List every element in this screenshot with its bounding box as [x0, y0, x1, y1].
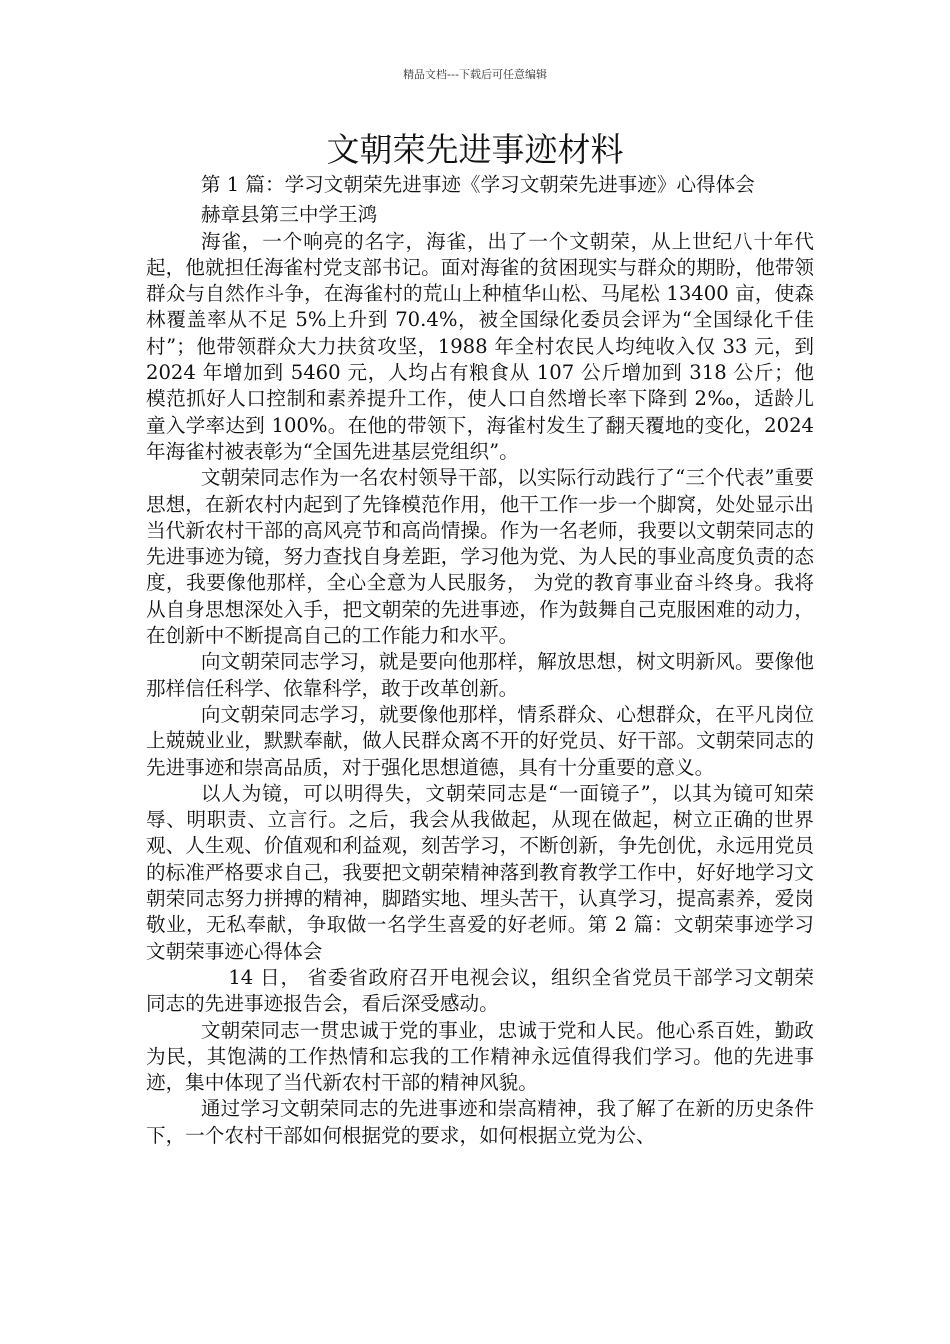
- paragraph-section-heading-1: 第 1 篇：学习文朝荣先进事迹《学习文朝荣先进事迹》心得体会: [200, 173, 755, 196]
- paragraph: 文朝荣同志一贯忠诚于党的事业，忠诚于党和人民。他心系百姓，勤政为民，其饱满的工作热情和忘我的工作精神永远值得我们学习。他的先进事迹，集中体现了当代新农村干部的精神风貌。: [146, 1018, 814, 1095]
- document-title: 文朝荣先进事迹材料: [326, 130, 624, 169]
- paragraph: 文朝荣同志作为一名农村领导干部，以实际行动践行了“三个代表”重要思想，在新农村内起到了先锋模范作用，他干工作一步一个脚窝，处处显示出当代新农村干部的高风亮节和高尚情操。作为一名老师，我要以文朝荣同志的先进事迹为镜，努力查找自身差距，学习他为党、为人民的事业高度负责的态度，我要像他那样，全心全意为人民服务， 为党的教育事业奋斗终身。我将从自身思想深处入手，把文朝荣的先进事迹，作为鼓舞自己克服困难的动力，在创新中不断提高自己的工作能力和水平。: [146, 466, 814, 648]
- page-header-note: 精品文档---下载后可任意编辑: [403, 68, 547, 81]
- paragraph: 14 日， 省委省政府召开电视会议，组织全省党员干部学习文朝荣同志的先进事迹报告会，看后深受感动。: [146, 965, 814, 1016]
- paragraph-author: 赫章县第三中学王鸿: [200, 203, 378, 227]
- paragraph: 向文朝荣同志学习，就是要向他那样，解放思想，树文明新风。要像他那样信任科学、依靠科学，敢于改革创新。: [146, 650, 814, 700]
- paragraph: 向文朝荣同志学习，就要像他那样，情系群众、心想群众，在平凡岗位上兢兢业业，默默奉献，做人民群众离不开的好党员、好干部。文朝荣同志的先进事迹和崇高品质，对于强化思想道德，具有十分重要的意义。: [146, 702, 814, 779]
- paragraph: 通过学习文朝荣同志的先进事迹和崇高精神，我了解了在新的历史条件下，一个农村干部如何根据党的要求，如何根据立党为公、: [146, 1097, 814, 1147]
- document-body: [146, 172, 814, 1149]
- paragraph: 海雀，一个响亮的名字，海雀，出了一个文朝荣，从上世纪八十年代起，他就担任海雀村党支部书记。面对海雀的贫困现实与群众的期盼，他带领群众与自然作斗争，在海雀村的荒山上种植华山松、马尾松 13400 亩，使森林覆盖率从不足 5%上升到 70.4%，被全国绿化委员会评为“全国绿化千佳村”；他带领群众大力扶贫攻坚，1988 年全村农民人均纯收入仅 33 元，到 2024 年增加到 5460 元，人均占有粮食从 107 公斤增加到 318 公斤；他模范抓好人口控制和素养提升工作，使人口自然增长率下降到 2‰，适龄儿童入学率达到 100%。在他的带领下，海雀村发生了翻天覆地的变化，2024 年海雀村被表彰为“全国先进基层党组织”。: [146, 229, 814, 463]
- paragraph: 以人为镜，可以明得失，文朝荣同志是“一面镜子”，以其为镜可知荣辱、明职责、立言行。之后，我会从我做起，从现在做起，树立正确的世界观、人生观、价值观和利益观，刻苦学习，不断创新，争先创优，永远用党员的标准严格要求自己，我要把文朝荣精神落到教育教学工作中，好好地学习文朝荣同志努力拼搏的精神，脚踏实地、埋头苦干，认真学习，提高素养，爱岗敬业，无私奉献，争取做一名学生喜爱的好老师。第 2 篇：文朝荣事迹学习文朝荣事迹心得体会: [146, 781, 814, 963]
